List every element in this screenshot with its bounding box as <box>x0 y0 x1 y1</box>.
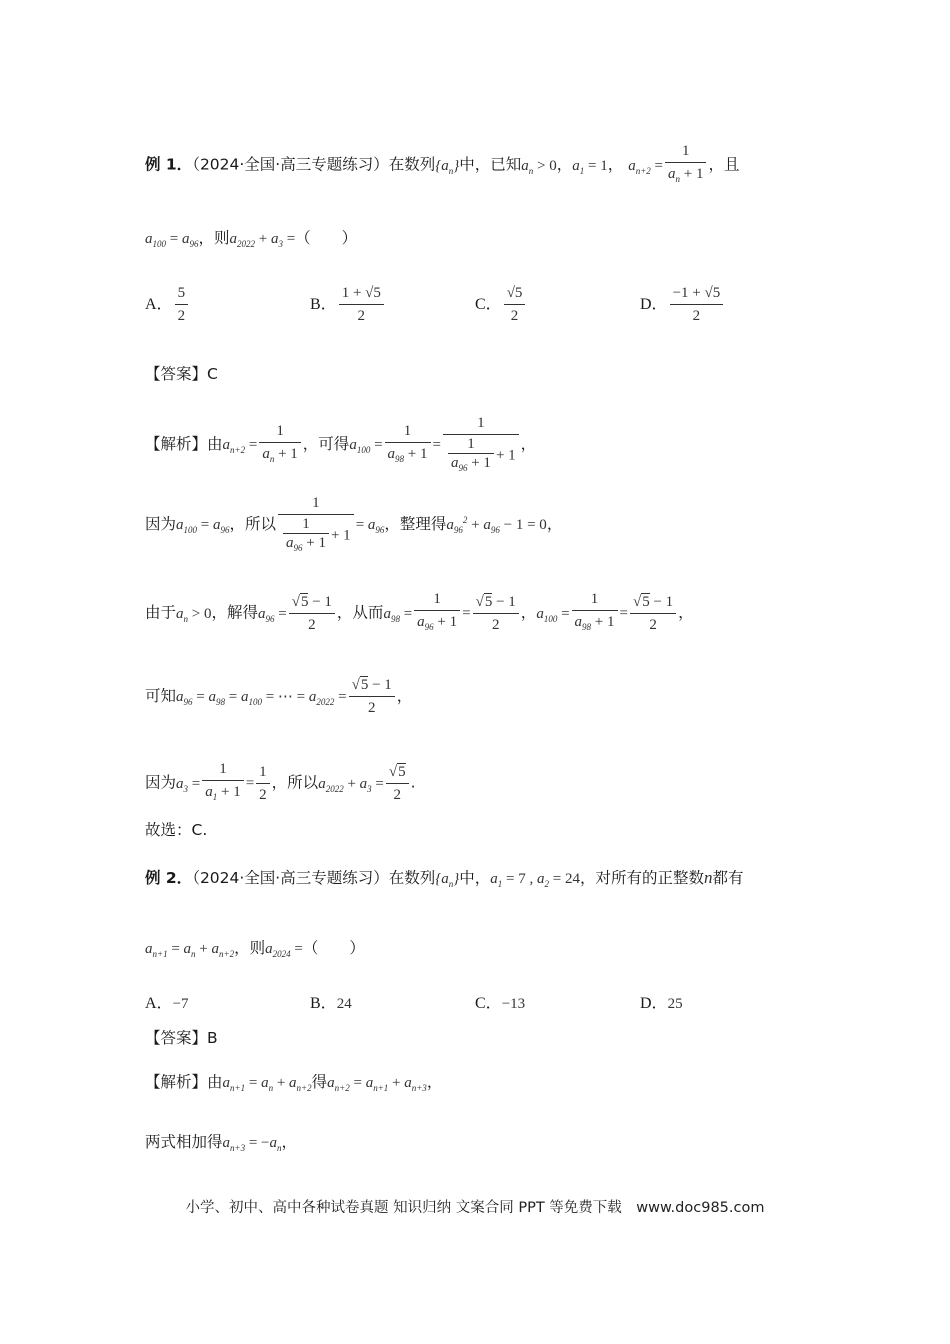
ex1-question-line2 <box>145 228 357 254</box>
math: $a_{2024}$ = <box>265 941 303 959</box>
math: $a_{n+1} = a_n + a_{n+2}$ <box>145 941 235 959</box>
text: ，解得 <box>211 603 258 622</box>
option-value: −13 <box>501 996 526 1012</box>
option-label: A． <box>145 296 173 313</box>
option-label: A． <box>145 995 173 1012</box>
option-label: C． <box>475 296 502 313</box>
math-frac: $\frac{√5 - 1}{2}$ <box>289 591 335 636</box>
ex1-cond-a100: $a_{100} = a_{96}$ <box>145 231 199 249</box>
option-label: D． <box>640 296 668 313</box>
math-frac: $\frac{√5 - 1}{2}$ <box>349 674 395 719</box>
math-frac: $\frac{1}{a_n + 1}$ <box>259 420 300 470</box>
math: $a_{98}$ = <box>383 605 413 624</box>
ex2-analysis-label: 【解析】 <box>145 1073 208 1091</box>
text: 都有 <box>712 869 744 887</box>
ex1-recurrence-frac: $\frac{1}{a_n + 1}$ <box>665 140 706 190</box>
option-value: −7 <box>172 996 189 1012</box>
option-value: $\frac{-1 + √5}{2}$ <box>670 282 724 327</box>
ex2-option-b[interactable] <box>310 990 352 1013</box>
math-frac: $\frac{√5}{2}$ <box>386 761 409 806</box>
option-value: $\frac{5}{2}$ <box>175 282 189 327</box>
option-label: D． <box>640 995 668 1012</box>
text: ，所以 <box>271 773 319 792</box>
ex2-analysis-line1: 【解析】由$a_{n+1} = a_n + a_{n+2}$得$a_{n+2} = a_{n+1} + a_{n+3}$， <box>145 1073 443 1093</box>
text: ，对所有的正整数 <box>579 869 704 887</box>
math-frac: $\frac{1}{a_1 + 1}$ <box>202 758 243 808</box>
math: $a_{n+3} = -a_n$ <box>222 1135 282 1153</box>
ex1-analysis-label: 【解析】 <box>145 435 208 453</box>
text: 由于 <box>145 603 177 622</box>
option-value: $\frac{1 + √5}{2}$ <box>339 282 384 327</box>
math-frac: $\frac{√5 - 1}{2}$ <box>630 591 676 636</box>
text: 两式相加得 <box>145 1133 223 1151</box>
ex1-paren: （ ） <box>295 229 358 247</box>
math: $a_{n+2}$ = <box>222 437 258 455</box>
text: 在数列 <box>388 869 436 887</box>
ex1-option-b[interactable] <box>310 282 386 327</box>
ex1-text: ，且 <box>708 155 740 174</box>
math: $a_{n+1} = a_n + a_{n+2}$ <box>222 1075 312 1093</box>
math-frac: 1 $\frac{1}{a_{96} + 1}$ + 1 <box>443 412 519 477</box>
text: ，整理得 <box>384 515 447 533</box>
ex1-answer: 【答案】C <box>145 365 218 383</box>
math: $\{a_n\}$ <box>435 871 460 889</box>
math: $a_{100} = a_{96}$ <box>176 517 230 535</box>
option-value: 25 <box>667 996 683 1012</box>
ex2-option-a[interactable] <box>145 990 189 1013</box>
text: 得 <box>311 1073 328 1091</box>
ex1-analysis-line2: 因为$a_{100} = a_{96}$，所以 1 $\frac{1}{a_{96} + 1}$ + 1 = $a_{96}$，整理得$a_{96}^2 + a_{96} - 1 = 0$， <box>145 492 562 557</box>
option-label: B． <box>310 995 337 1012</box>
ex1-analysis-line3: 由于$a_n > 0$，解得$a_{96}$ = $\frac{√5 - 1}{2}$ ，从而$a_{98}$ = $\frac{1}{a_{96} + 1}$ = $\frac{√5 - 1}{2}$ ，$a_{100}$ = $\frac{1}{a_{98} + 1}$ = $\frac{√5 - 1}{2}$ ， <box>145 588 694 638</box>
math: $a_{96}$ = <box>258 605 287 624</box>
ex2-question-line1 <box>145 868 744 894</box>
ex1-cond-a1: $a_1 = 1$ <box>572 157 608 176</box>
ex1-analysis-line1: 【解析】由$a_{n+2}$ = $\frac{1}{a_n + 1}$ ，可得$a_{100}$ = $\frac{1}{a_{98} + 1}$ = 1 $\frac{1}{a_{96} + 1}$ + 1 ， <box>145 412 536 477</box>
math-frac: $\frac{√5 - 1}{2}$ <box>473 591 519 636</box>
ex1-option-a[interactable] <box>145 282 190 327</box>
math-frac: $\frac{1}{a_{98} + 1}$ <box>385 420 431 470</box>
ex2-option-d[interactable] <box>640 990 683 1013</box>
ex1-conclusion: 故选：C. <box>145 821 208 839</box>
math: $a_1 = 7$ , $a_2 = 24$ <box>490 871 580 889</box>
ex1-seq-an: $\{a_n\}$ <box>435 157 460 176</box>
math-frac: $\frac{1}{a_{96} + 1}$ <box>414 588 460 638</box>
math: $a_{96}^2 + a_{96} - 1 = 0$ <box>446 515 547 535</box>
math: = $a_{96}$ <box>355 517 385 535</box>
option-label: C． <box>475 995 502 1012</box>
math: n <box>703 868 713 887</box>
ex2-analysis-line2: 两式相加得$a_{n+3} = -a_n$， <box>145 1133 298 1153</box>
ex1-option-c[interactable] <box>475 282 527 327</box>
text: 由 <box>207 435 223 453</box>
ex1-text: ，则 <box>198 229 230 247</box>
math: $a_{100}$ = <box>536 605 570 624</box>
option-label: B． <box>310 296 337 313</box>
text: ，所以 <box>229 515 276 533</box>
math: $a_{96} = a_{98} = a_{100}$ = ⋯ = $a_{2022}$ = <box>176 689 347 707</box>
ex2-paren: （ ） <box>302 939 365 957</box>
text: ，可得 <box>302 435 350 453</box>
ex1-target: $a_{2022} + a_3$ = <box>229 231 296 249</box>
math: $a_3$ = <box>176 775 201 794</box>
math: $a_{n+2} = a_{n+1} + a_{n+3}$ <box>327 1075 427 1093</box>
text: ，从而 <box>336 603 384 622</box>
text: ，则 <box>234 939 266 957</box>
ex2-question-line2 <box>145 938 365 964</box>
ex1-source: （2024·全国·高三专题练习） <box>192 155 389 174</box>
ex1-option-d[interactable] <box>640 282 725 327</box>
ex2-source: （2024·全国·高三专题练习） <box>192 869 389 887</box>
ex1-label: 例 1． <box>145 155 193 174</box>
ex1-text: 中，已知 <box>459 155 522 174</box>
math: $a_{100}$ = <box>349 437 383 455</box>
ex1-analysis-line4: 可知$a_{96} = a_{98} = a_{100}$ = ⋯ = $a_{2022}$ = $\frac{√5 - 1}{2}$ ， <box>145 674 412 719</box>
math: $a_{2022} + a_3$ = <box>318 775 384 794</box>
text: 因为 <box>145 773 177 792</box>
ex1-text: 在数列 <box>388 155 436 174</box>
math-frac: $\frac{1}{2}$ <box>256 761 270 806</box>
ex1-question-line1: 例 1．（2024·全国·高三专题练习）在数列$\{a_n\}$中，已知$a_n > 0$，$a_1 = 1$， $a_{n+2}$ = $\frac{1}{a_n + 1}$ ，且 <box>145 140 739 190</box>
ex1-analysis-line5: 因为$a_3$ = $\frac{1}{a_1 + 1}$ = $\frac{1}{2}$ ，所以$a_{2022} + a_3$ = $\frac{√5}{2}$ . <box>145 758 416 808</box>
ex2-label: 例 2． <box>145 869 193 887</box>
page-footer: 小学、初中、高中各种试卷真题 知识归纳 文案合同 PPT 等免费下载 www.doc985.com <box>185 1200 765 1216</box>
math-frac: 1 $\frac{1}{a_{96} + 1}$ + 1 <box>278 492 354 557</box>
ex1-cond-positive: $a_n > 0$ <box>521 157 557 176</box>
text: 可知 <box>145 687 177 705</box>
option-value: $\frac{√5}{2}$ <box>504 282 526 327</box>
text: 由 <box>207 1073 223 1091</box>
ex1-recurrence: $a_{n+2}$ = <box>628 157 663 176</box>
math-frac: $\frac{1}{a_{98} + 1}$ <box>572 588 618 638</box>
ex2-answer: 【答案】B <box>145 1029 218 1047</box>
text: 因为 <box>145 515 177 533</box>
ex2-option-c[interactable] <box>475 990 525 1013</box>
math: $a_n > 0$ <box>176 605 212 624</box>
option-value: 24 <box>336 996 352 1012</box>
text: 中， <box>459 869 491 887</box>
